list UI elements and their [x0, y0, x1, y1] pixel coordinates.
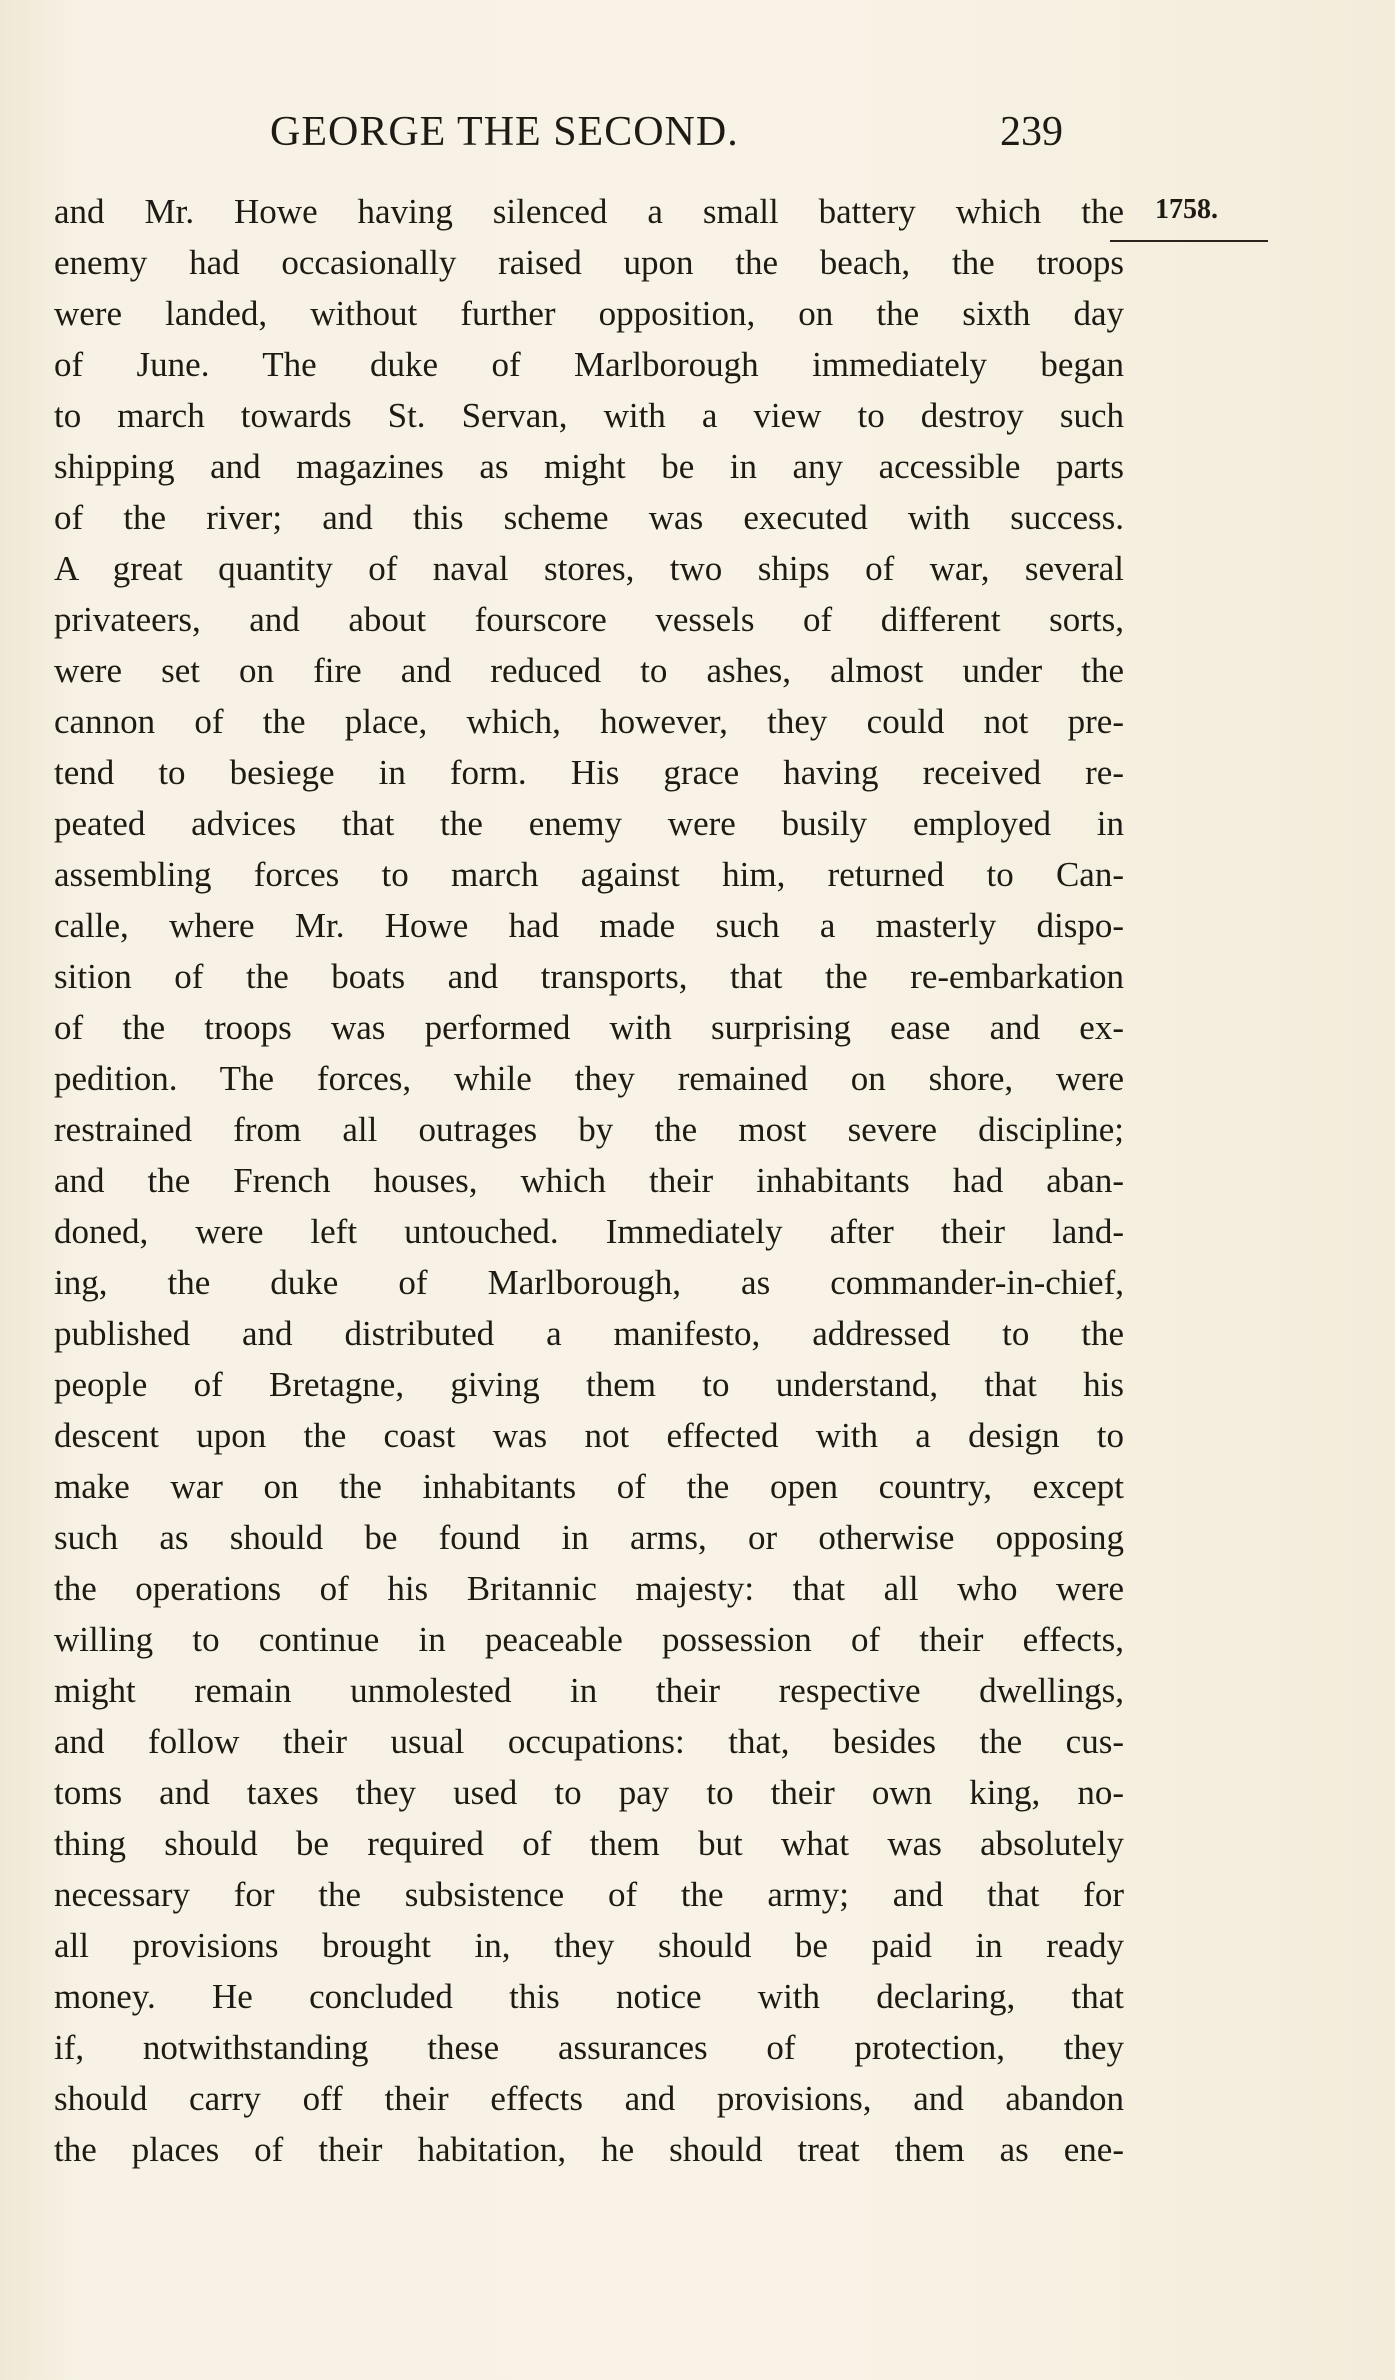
text-line: tend to besiege in form. His grace having received re-	[54, 753, 1124, 792]
text-line: descent upon the coast was not effected with a design to	[54, 1416, 1124, 1455]
text-line: thing should be required of them but what was absolutely	[54, 1824, 1124, 1863]
text-line: peated advices that the enemy were busily employed in	[54, 804, 1124, 843]
page-number: 239	[1000, 109, 1063, 155]
running-title: GEORGE THE SECOND.	[270, 109, 739, 155]
text-line: ing, the duke of Marlborough, as commander-in-chief,	[54, 1263, 1124, 1302]
text-line: enemy had occasionally raised upon the beach, the troops	[54, 243, 1124, 282]
text-line: assembling forces to march against him, returned to Can-	[54, 855, 1124, 894]
text-line: restrained from all outrages by the most severe discipline;	[54, 1110, 1124, 1149]
text-line: were landed, without further opposition, on the sixth day	[54, 294, 1124, 333]
margin-year-note: 1758.	[1155, 194, 1218, 225]
text-line: and Mr. Howe having silenced a small battery which the	[54, 192, 1124, 231]
text-line: published and distributed a manifesto, addressed to the	[54, 1314, 1124, 1353]
text-line: the operations of his Britannic majesty: that all who were	[54, 1569, 1124, 1608]
text-line: money. He concluded this notice with declaring, that	[54, 1977, 1124, 2016]
margin-rule-divider	[1110, 240, 1268, 242]
text-line: make war on the inhabitants of the open country, except	[54, 1467, 1124, 1506]
text-line: all provisions brought in, they should be paid in ready	[54, 1926, 1124, 1965]
text-line: were set on fire and reduced to ashes, almost under the	[54, 651, 1124, 690]
text-line: pedition. The forces, while they remained on shore, were	[54, 1059, 1124, 1098]
text-line: and the French houses, which their inhabitants had aban-	[54, 1161, 1124, 1200]
text-line: A great quantity of naval stores, two ships of war, several	[54, 549, 1124, 588]
text-line: the places of their habitation, he should treat them as ene-	[54, 2130, 1124, 2169]
text-line: of the river; and this scheme was executed with success.	[54, 498, 1124, 537]
text-line: people of Bretagne, giving them to understand, that his	[54, 1365, 1124, 1404]
text-line: and follow their usual occupations: that, besides the cus-	[54, 1722, 1124, 1761]
text-line: toms and taxes they used to pay to their own king, no-	[54, 1773, 1124, 1812]
text-line: if, notwithstanding these assurances of protection, they	[54, 2028, 1124, 2067]
text-line: cannon of the place, which, however, they could not pre-	[54, 702, 1124, 741]
text-line: of the troops was performed with surprising ease and ex-	[54, 1008, 1124, 1047]
text-line: privateers, and about fourscore vessels of different sorts,	[54, 600, 1124, 639]
text-line: doned, were left untouched. Immediately after their land-	[54, 1212, 1124, 1251]
text-line: might remain unmolested in their respective dwellings,	[54, 1671, 1124, 1710]
body-text	[54, 186, 1124, 2175]
text-line: necessary for the subsistence of the army; and that for	[54, 1875, 1124, 1914]
text-line: shipping and magazines as might be in any accessible parts	[54, 447, 1124, 486]
text-line: should carry off their effects and provisions, and abandon	[54, 2079, 1124, 2118]
text-line: to march towards St. Servan, with a view to destroy such	[54, 396, 1124, 435]
text-line: willing to continue in peaceable possession of their effects,	[54, 1620, 1124, 1659]
text-line: such as should be found in arms, or otherwise opposing	[54, 1518, 1124, 1557]
text-line: of June. The duke of Marlborough immediately began	[54, 345, 1124, 384]
text-line: sition of the boats and transports, that the re-embarkation	[54, 957, 1124, 996]
text-line: calle, where Mr. Howe had made such a masterly dispo-	[54, 906, 1124, 945]
